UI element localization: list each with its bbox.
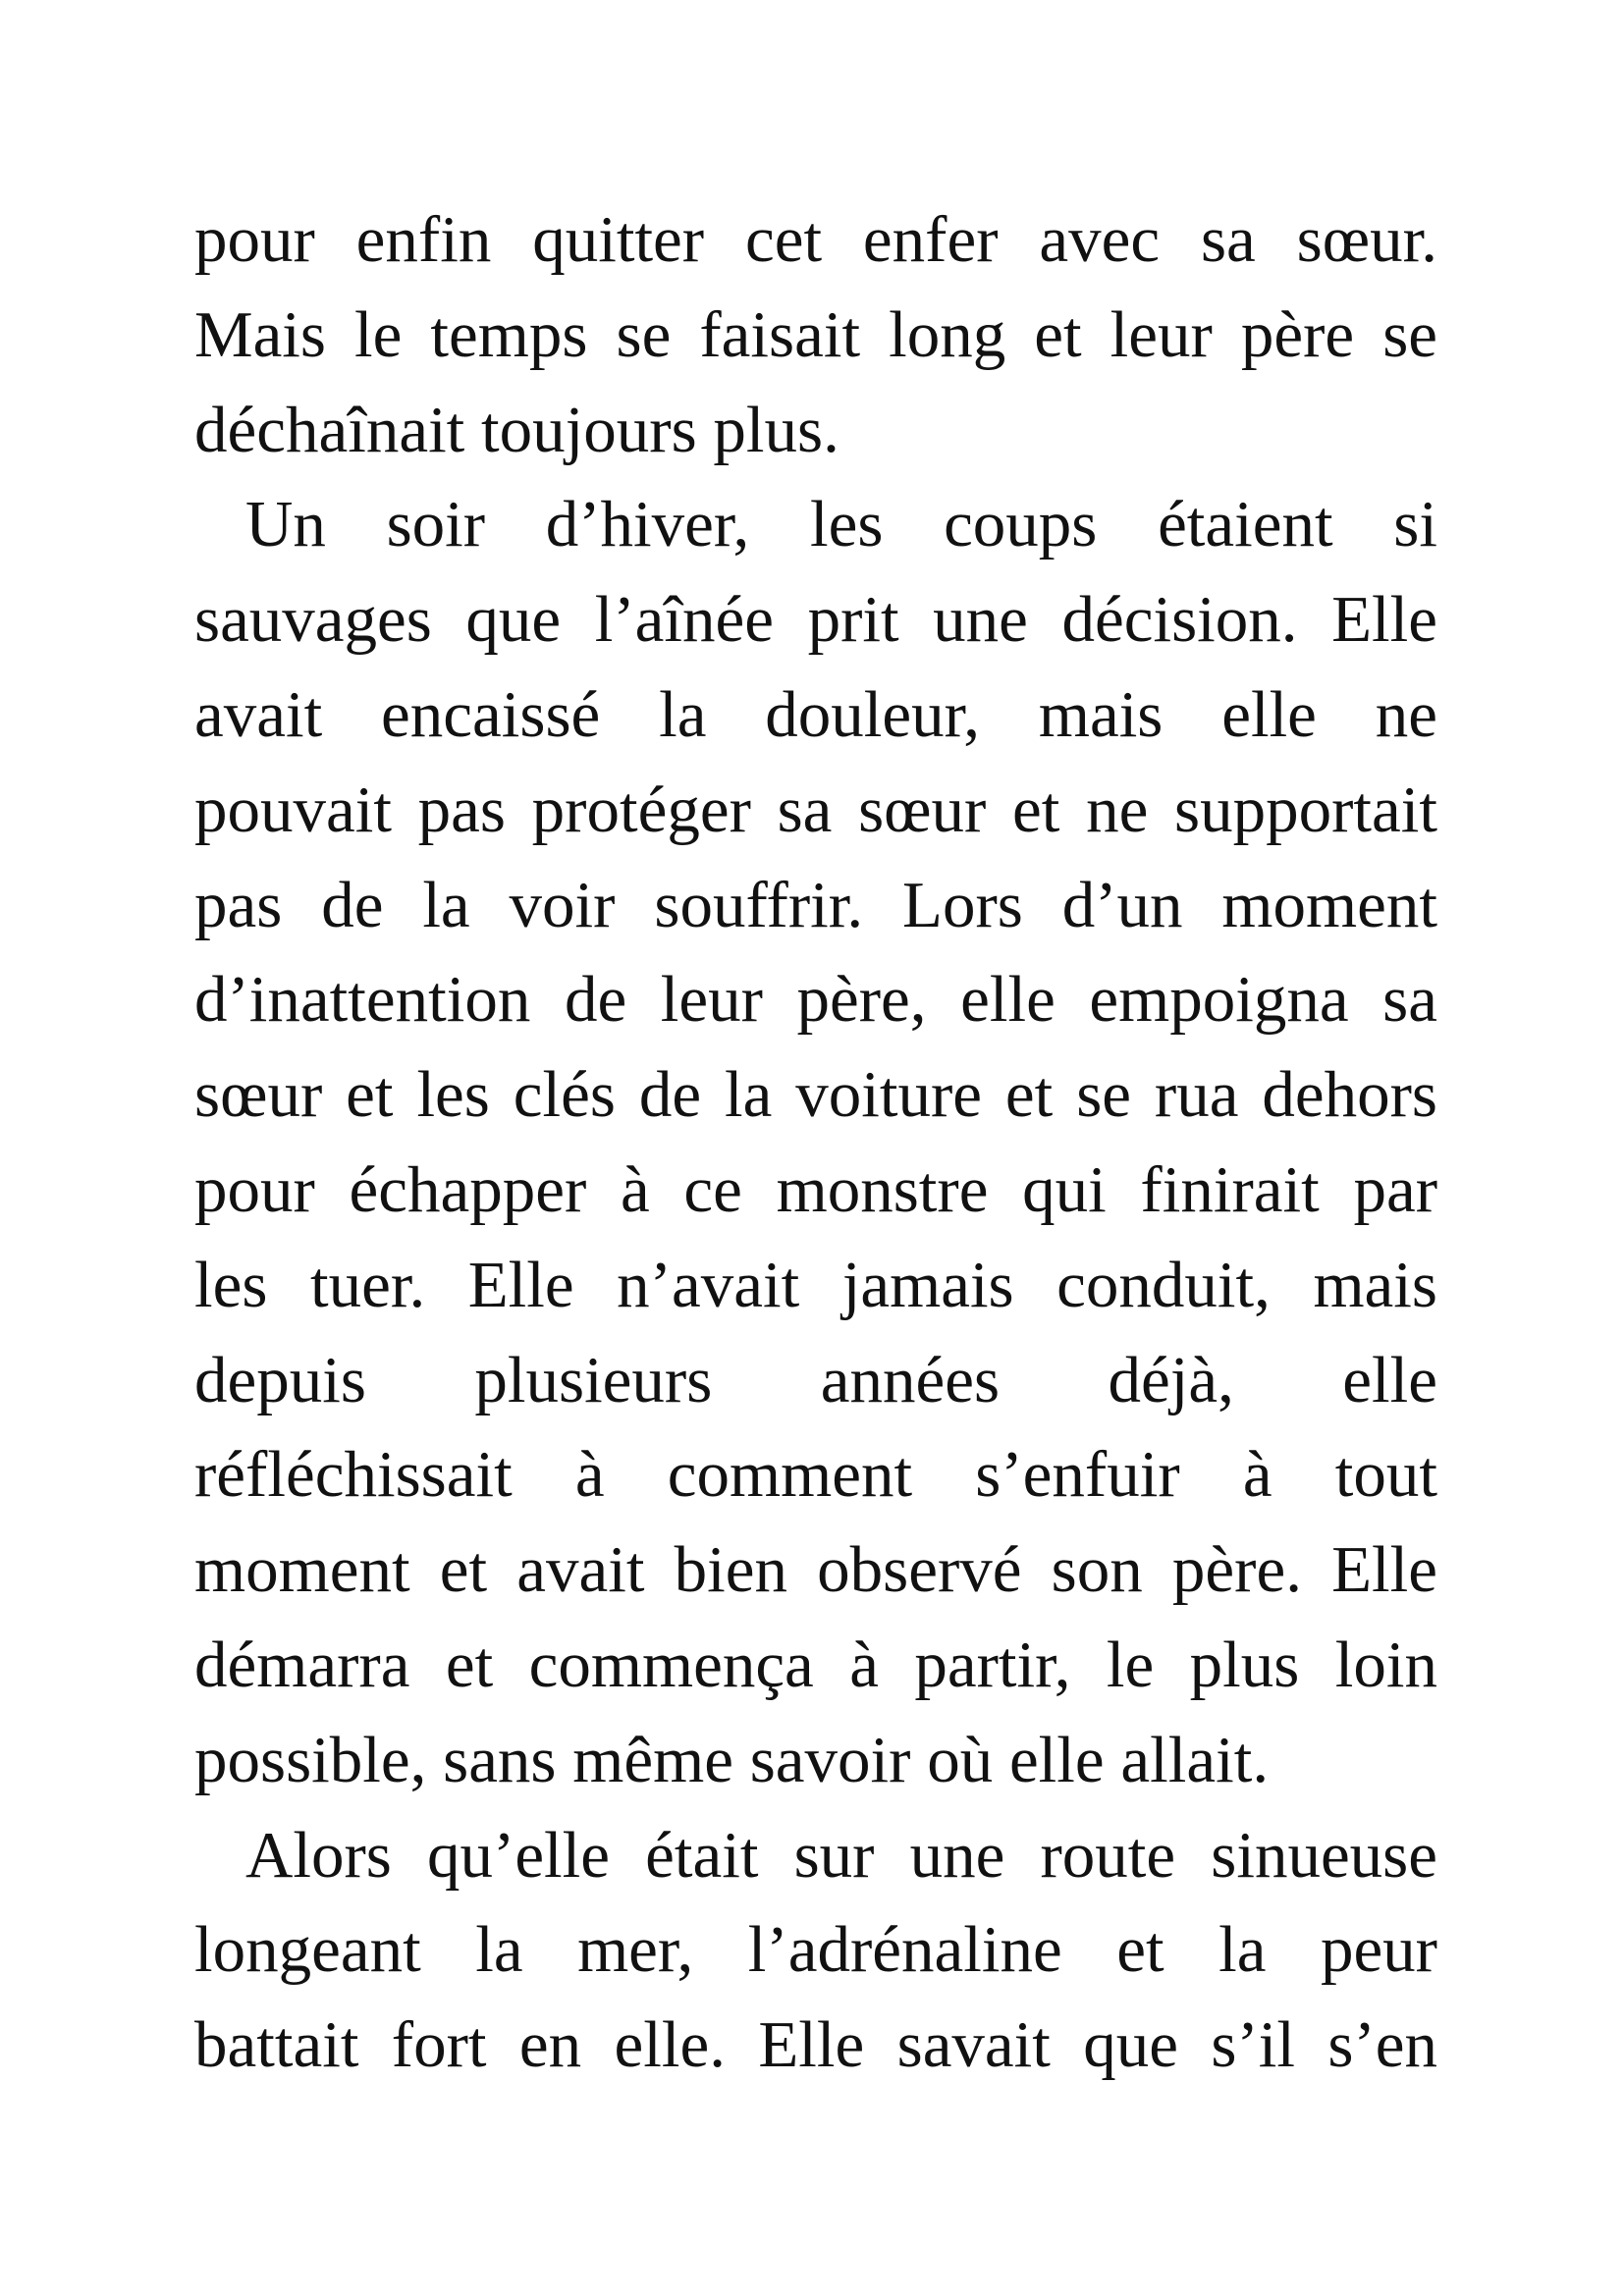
body-text — [194, 192, 1437, 2093]
text-line: pour enfin quitter cet enfer avec sa sœur. — [194, 203, 1437, 276]
text-line: avait encaissé la douleur, mais elle ne — [194, 677, 1437, 751]
text-line: moment et avait bien observé son père. Elle — [194, 1533, 1437, 1607]
text-line: démarra et commença à partir, le plus loin — [194, 1628, 1437, 1701]
text-line: longeant la mer, l’adrénaline et la peur — [194, 1913, 1437, 1987]
paragraph-3 — [194, 1808, 1437, 2093]
text-line: Alors qu’elle était sur une route sinueuse — [245, 1818, 1437, 1892]
paragraph-1 — [194, 192, 1437, 477]
text-line: pas de la voir souffrir. Lors d’un moment — [194, 868, 1437, 941]
text-line: sœur et les clés de la voiture et se rua dehors — [194, 1058, 1437, 1132]
paragraph-2 — [194, 477, 1437, 1807]
text-line: les tuer. Elle n’avait jamais conduit, mais — [194, 1248, 1437, 1321]
text-line: possible, sans même savoir où elle allait. — [194, 1723, 1270, 1796]
text-line: déchaînait toujours plus. — [194, 393, 839, 466]
text-line: battait fort en elle. Elle savait que s’il s’en — [194, 2008, 1437, 2082]
text-line: pour échapper à ce monstre qui finirait par — [194, 1152, 1437, 1226]
text-line: Un soir d’hiver, les coups étaient si — [245, 488, 1437, 561]
text-line: sauvages que l’aînée prit une décision. Elle — [194, 583, 1437, 657]
text-line: depuis plusieurs années déjà, elle — [194, 1343, 1437, 1416]
text-line: pouvait pas protéger sa sœur et ne supportait — [194, 773, 1437, 846]
text-line: Mais le temps se faisait long et leur père se — [194, 297, 1437, 371]
text-line: réfléchissait à comment s’enfuir à tout — [194, 1438, 1437, 1512]
text-line: d’inattention de leur père, elle empoigna sa — [194, 963, 1437, 1037]
